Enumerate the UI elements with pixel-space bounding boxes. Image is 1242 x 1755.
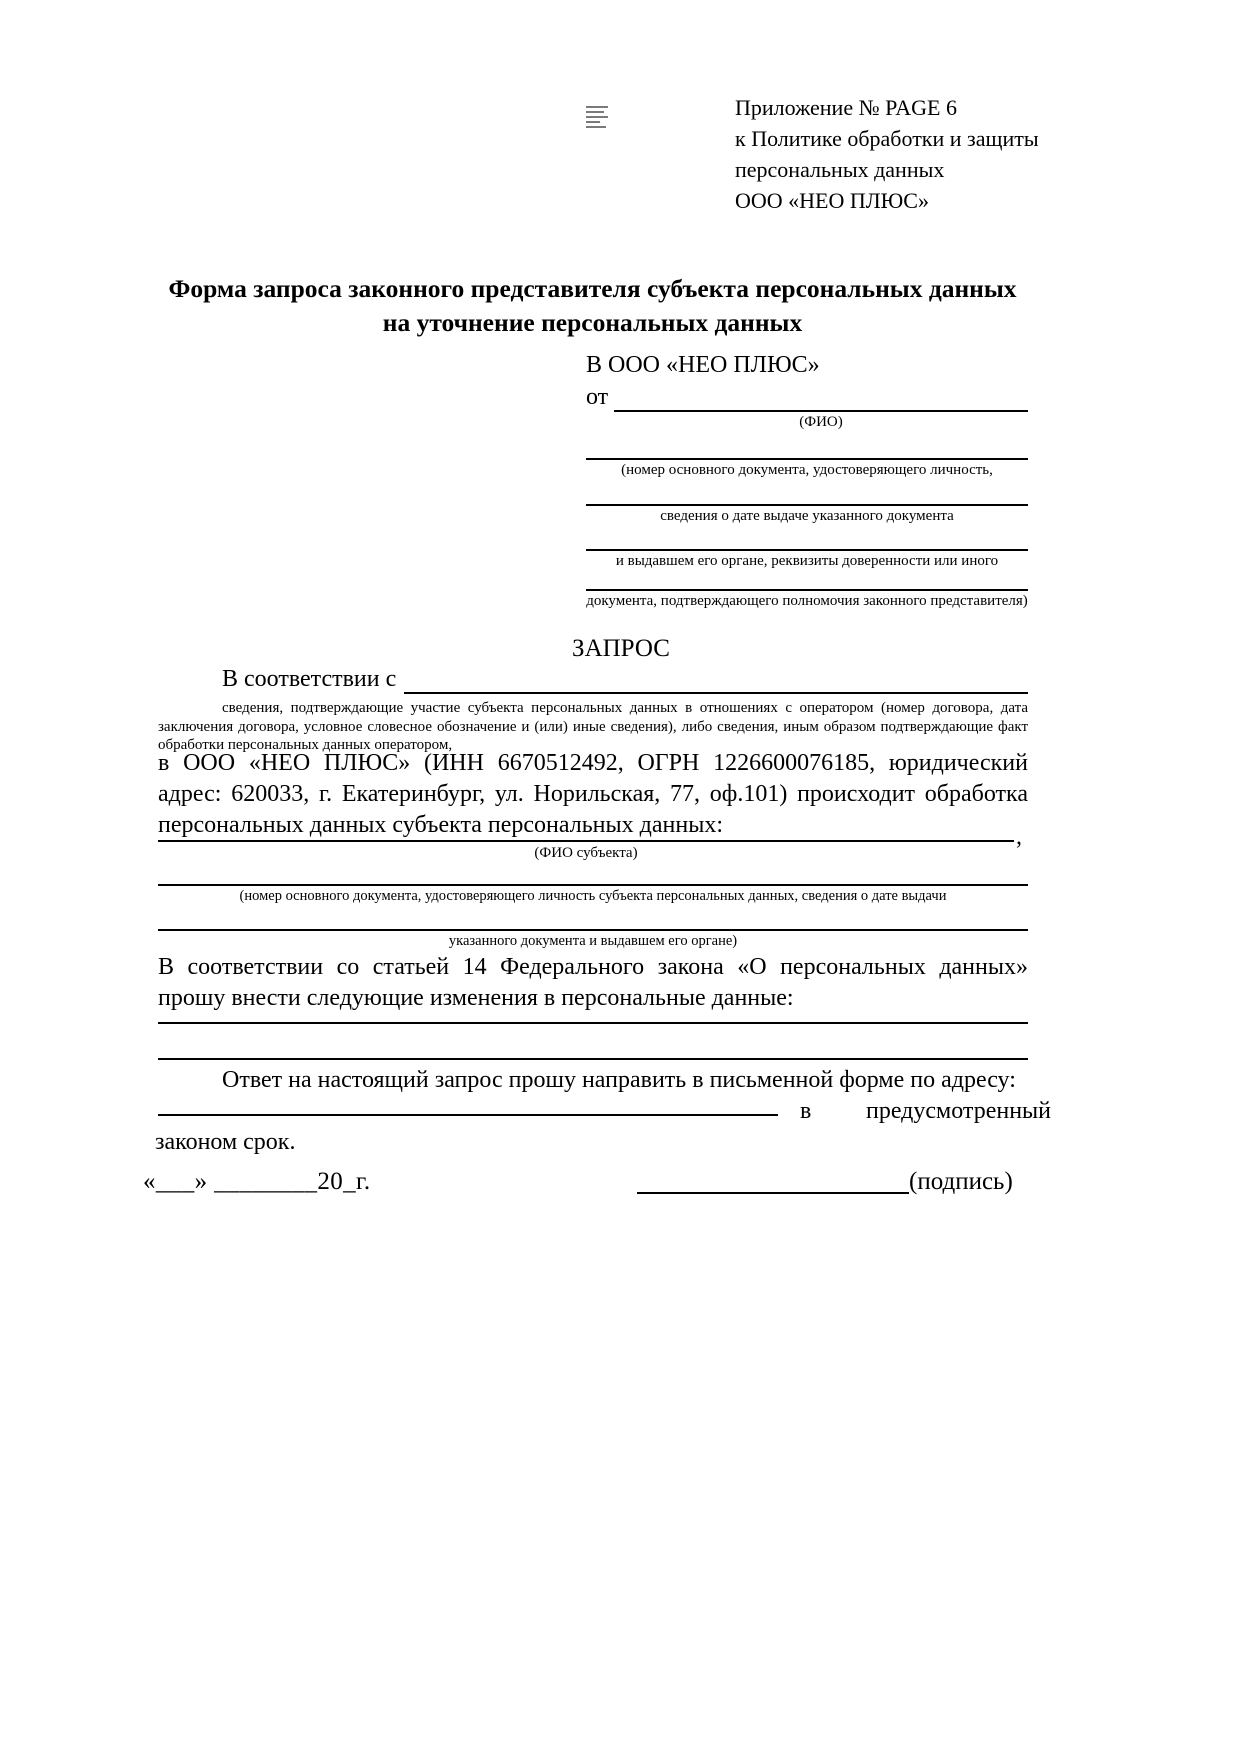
caption-subject-fio: (ФИО субъекта): [534, 845, 638, 861]
appendix-line-2: к Политике обработки и защиты: [735, 126, 1039, 151]
fill-line-subject-document[interactable]: [158, 884, 1028, 886]
caption-issue-date: сведения о дате выдаче указанного документа: [660, 508, 954, 524]
addressee-from-label: от: [586, 384, 609, 410]
caption-subject-document: (номер основного документа, удостоверяющего личность субъекта персональных данных, сведения о дате выдачи: [239, 888, 947, 904]
answer-paragraph: Ответ на настоящий запрос прошу направить в письменной форме по адресу:: [222, 1067, 1016, 1093]
caption-fio: (ФИО): [799, 414, 843, 430]
addressee-company: В ООО «НЕО ПЛЮС»: [586, 352, 820, 378]
date-placeholder[interactable]: «___» ________20_г.: [143, 1168, 371, 1195]
answer-tail-zakonom-srok: законом срок.: [155, 1129, 296, 1155]
fill-line-fio[interactable]: [614, 410, 1028, 412]
caption-issuing-authority: и выдавшем его органе, реквизиты доверенности или иного: [615, 553, 999, 569]
signature-label: (подпись): [909, 1168, 1013, 1195]
answer-tail-v: в: [800, 1098, 812, 1124]
fill-line-subject-issuer[interactable]: [158, 929, 1028, 931]
page-title-line-2: на уточнение персональных данных: [382, 308, 803, 337]
page-title: [155, 272, 1030, 340]
fill-line-issuing-authority[interactable]: [586, 549, 1028, 551]
fill-line-signature[interactable]: [637, 1192, 909, 1194]
appendix-line-1: Приложение № PAGE 6: [735, 95, 957, 120]
fill-line-document-number[interactable]: [586, 458, 1028, 460]
appendix-reference: [735, 92, 1215, 216]
request-intro-text: В соответствии с: [222, 666, 397, 692]
answer-tail-predusmotrenny: предусмотренный: [866, 1098, 1052, 1124]
fill-line-power-of-attorney[interactable]: [586, 589, 1028, 591]
fill-line-subject-fio[interactable]: [158, 840, 1014, 842]
page-title-line-1: Форма запроса законного представителя субъекта персональных данных: [168, 274, 1017, 303]
section-heading-request: ЗАПРОС: [572, 635, 670, 662]
fill-line-changes-1[interactable]: [158, 1022, 1028, 1024]
caption-power-of-attorney: документа, подтверждающего полномочия законного представителя): [586, 593, 1028, 609]
request-fine-note: сведения, подтверждающие участие субъекта персональных данных в отношениях с оператором (номер договора, дата заключения договора, условное словесное обозначение и (или) иные сведения), либо сведения, иным образом подтверждающие факт обработки персональных данных оператором,: [158, 700, 1028, 753]
document-lines-icon: [586, 106, 612, 128]
appendix-line-4: ООО «НЕО ПЛЮС»: [735, 188, 929, 213]
appendix-line-3: персональных данных: [735, 157, 945, 182]
law-paragraph: В соответствии со статьей 14 Федерального закона «О персональных данных» прошу внести следующие изменения в персональные данные:: [158, 954, 1028, 1011]
fill-line-answer-address[interactable]: [158, 1114, 778, 1116]
caption-subject-issuer: указанного документа и выдавшем его органе): [448, 933, 738, 949]
fill-line-changes-2[interactable]: [158, 1058, 1028, 1060]
fill-line-request-basis[interactable]: [404, 692, 1028, 694]
operator-paragraph: в ООО «НЕО ПЛЮС» (ИНН 6670512492, ОГРН 1226600076185, юридический адрес: 620033, г. Екатеринбург, ул. Норильская, 77, оф.101) происходит обработка персональных данных субъекта персональных данных:: [158, 750, 1028, 838]
caption-document-number: (номер основного документа, удостоверяющего личность,: [621, 462, 993, 478]
subject-fio-comma: ,: [1016, 824, 1022, 850]
fill-line-issue-date[interactable]: [586, 504, 1028, 506]
